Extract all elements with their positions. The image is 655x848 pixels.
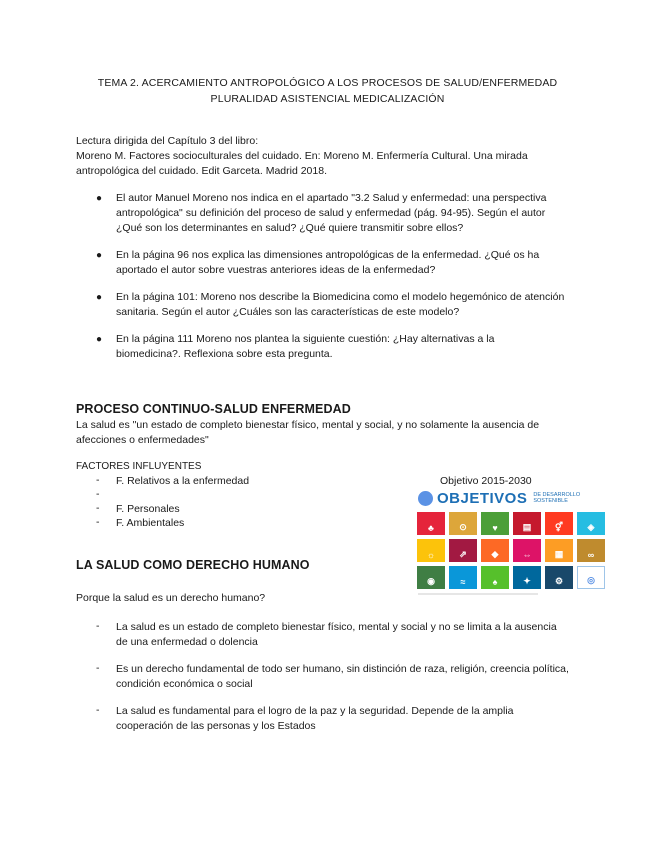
- sdg-goal-tile: [449, 566, 477, 589]
- bullet-icon: ●: [96, 193, 103, 204]
- sdg-goal-tile: [417, 566, 445, 589]
- sdg-goal-icon: ◎: [587, 575, 595, 585]
- sdg-goal-tile: [481, 512, 509, 535]
- sdg-goal-icon: ⇔: [522, 550, 532, 560]
- question-text: sanitaria. Según el autor ¿Cuáles son las características de este modelo?: [116, 306, 460, 318]
- sdg-goal-icon: ♣: [428, 523, 434, 533]
- question-text: En la página 101: Moreno nos describe la Biomedicina como el modelo hegemónico de atención: [116, 291, 565, 303]
- factor-item: F. Relativos a la enfermedad: [116, 475, 250, 487]
- sdg-goal-tile: [417, 512, 445, 535]
- question-text: aportado el autor sobre vuestras anteriores ideas de la enfermedad?: [116, 264, 436, 276]
- objetivo-label: Objetivo 2015-2030: [440, 475, 532, 487]
- sdg-goal-tile: [545, 566, 573, 589]
- dash-icon: -: [96, 620, 100, 632]
- dash-icon: -: [96, 502, 100, 514]
- question-text: ¿Qué son los determinantes en salud? ¿Qué quiere transmitir sobre ellos?: [116, 222, 464, 234]
- sdg-goal-icon: ⚙: [554, 576, 564, 586]
- intro-line: Lectura dirigida del Capítulo 3 del libro:: [76, 135, 259, 147]
- sdg-goal-icon: ◈: [587, 522, 595, 532]
- sdg-goal-tile: [449, 512, 477, 535]
- sdg-goal-icon: ▦: [554, 549, 564, 559]
- dash-icon: -: [96, 704, 100, 716]
- sdg-goal-icon: ▤: [522, 522, 532, 532]
- sdg-goal-icon: ☼: [426, 550, 436, 560]
- intro-reference-line: antropológica del cuidado. Edit Garceta. Madrid 2018.: [76, 165, 327, 177]
- sdg-goal-tile: [481, 566, 509, 589]
- document-title-line-2: PLURALIDAD ASISTENCIAL MEDICALIZACIÓN: [210, 93, 445, 105]
- section-heading-derecho: LA SALUD COMO DERECHO HUMANO: [76, 558, 310, 572]
- sdg-subtitle: [533, 492, 580, 504]
- derecho-item: de una enfermedad o dolencia: [116, 636, 258, 648]
- sdg-subtitle-line: SOSTENIBLE: [533, 498, 568, 504]
- factor-item: F. Personales: [116, 503, 180, 515]
- dash-icon: -: [96, 474, 100, 486]
- sdg-footer-line: [418, 593, 538, 595]
- factores-heading: FACTORES INFLUYENTES: [76, 461, 202, 472]
- question-text: En la página 111 Moreno nos plantea la siguiente cuestión: ¿Hay alternativas a la: [116, 333, 495, 345]
- bullet-icon: ●: [96, 292, 103, 303]
- question-text: El autor Manuel Moreno nos indica en el apartado "3.2 Salud y enfermedad: una perspectiva: [116, 192, 547, 204]
- derecho-item: Es un derecho fundamental de todo ser humano, sin distinción de raza, religión, creencia política,: [116, 663, 569, 675]
- question-text: En la página 96 nos explica las dimensiones antropológicas de la enfermedad. ¿Qué os ha: [116, 249, 540, 261]
- sdg-goal-tile: [481, 539, 509, 562]
- sdg-subtitle-line: DE DESARROLLO: [533, 492, 581, 498]
- sdg-goal-icon: ♠: [492, 577, 498, 587]
- sdg-goal-tile: [545, 512, 573, 535]
- sdg-goal-tile: [513, 512, 541, 535]
- sdg-goal-icon: ◆: [491, 549, 499, 559]
- proceso-definition: afecciones o enfermedades": [76, 434, 209, 446]
- proceso-definition: La salud es "un estado de completo bienestar físico, mental y social, y no solamente la ausencia de: [76, 419, 540, 431]
- bullet-icon: ●: [96, 250, 103, 261]
- bullet-icon: ●: [96, 334, 103, 345]
- sdg-graphic: [414, 488, 614, 602]
- document-title-line-1: TEMA 2. ACERCAMIENTO ANTROPOLÓGICO A LOS PROCESOS DE SALUD/ENFERMEDAD: [97, 77, 558, 89]
- sdg-logo-tile: [577, 566, 605, 589]
- sdg-goal-tile: [417, 539, 445, 562]
- sdg-goal-icon: ⚥: [554, 522, 564, 532]
- sdg-header: [418, 488, 580, 508]
- derecho-item: La salud es un estado de completo bienestar físico, mental y social y no se limita a la ausencia: [116, 621, 557, 633]
- sdg-goal-icon: ∞: [587, 550, 595, 560]
- dash-icon: -: [96, 516, 100, 528]
- sdg-title: OBJETIVOS: [437, 489, 528, 507]
- sdg-goal-icon: ✦: [523, 576, 531, 586]
- sdg-goal-tile: [577, 512, 605, 535]
- derecho-item: condición económica o social: [116, 678, 253, 690]
- derecho-item: La salud es fundamental para el logro de la paz y la seguridad. Depende de la amplia: [116, 705, 514, 717]
- section-heading-proceso: PROCESO CONTINUO-SALUD ENFERMEDAD: [76, 402, 351, 416]
- intro-reference-line: Moreno M. Factores socioculturales del cuidado. En: Moreno M. Enfermería Cultural. Una mirada: [76, 150, 528, 162]
- dash-icon: -: [96, 488, 100, 500]
- sdg-goal-tile: [449, 539, 477, 562]
- sdg-goal-tile: [545, 539, 573, 562]
- sdg-goal-icon: ◉: [427, 576, 435, 586]
- sdg-tile-grid: [417, 512, 605, 589]
- sdg-goal-tile: [577, 539, 605, 562]
- un-logo-icon: [418, 491, 433, 506]
- sdg-goal-tile: [513, 566, 541, 589]
- dash-icon: -: [96, 662, 100, 674]
- derecho-item: cooperación de las personas y los Estados: [116, 720, 316, 732]
- sdg-goal-icon: ≈: [460, 577, 466, 587]
- question-text: biomedicina?. Reflexiona sobre esta pregunta.: [116, 348, 333, 360]
- sdg-goal-icon: ⇗: [459, 549, 467, 559]
- sdg-goal-icon: ⊙: [459, 522, 467, 532]
- question-text: antropológica" su definición del proceso de salud y enfermedad (pág. 94-95). Según el autor: [116, 207, 546, 219]
- sdg-goal-icon: ♥: [492, 523, 498, 533]
- factor-item: F. Ambientales: [116, 517, 185, 529]
- derecho-question: Porque la salud es un derecho humano?: [76, 592, 266, 604]
- sdg-goal-tile: [513, 539, 541, 562]
